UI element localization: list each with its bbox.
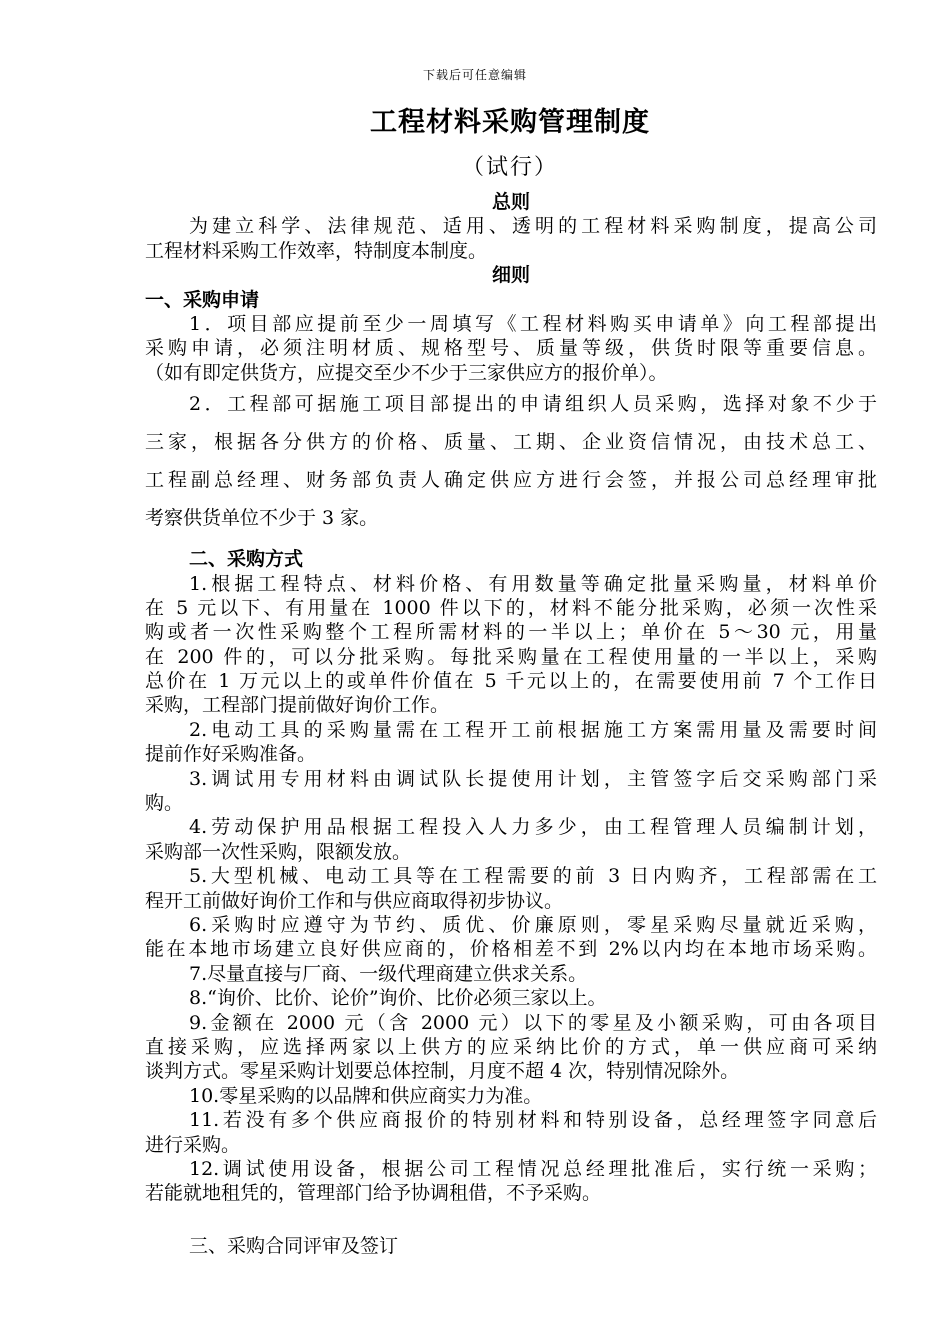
general-line: 工程材料采购工作效率，特制度本制度。 — [145, 239, 488, 262]
section2-item-line: 程开工前做好询价工作和与供应商取得初步协议。 — [145, 889, 564, 912]
section2-item-line: 4.劳动保护用品根据工程投入人力多少，由工程管理人员编制计划， — [189, 816, 877, 839]
section2-item-line: 谈判方式。零星采购计划要总体控制，月度不超 4 次，特别情况除外。 — [145, 1060, 740, 1083]
section1-heading: 一、采购申请 — [145, 288, 260, 311]
section1-p1-line: 1．项目部应提前至少一周填写《工程材料购买申请单》向工程部提出 — [189, 312, 877, 335]
section2-item-line: 5.大型机械、电动工具等在工程需要的前 3 日内购齐，工程部需在工 — [189, 865, 877, 888]
section1-p1-line: 采购申请，必须注明材质、规格型号、质量等级，供货时限等重要信息。 — [145, 337, 877, 360]
document-title: 工程材料采购管理制度 — [370, 107, 650, 138]
section1-p2-line: 三家，根据各分供方的价格、质量、工期、企业资信情况，由技术总工、 — [145, 431, 877, 454]
section2-item-line: 在 200 件的，可以分批采购。每批采购量在工程使用量的一半以上，采购 — [145, 645, 877, 668]
section2-items — [145, 572, 877, 1206]
section2-item-line: 购。 — [145, 792, 184, 815]
section2-item-line: 在 5 元以下、有用量在 1000 件以下的，材料不能分批采购，必须一次性采 — [145, 596, 877, 619]
section1-p2-line: 工程副总经理、财务部负责人确定供应方进行会签，并报公司总经理审批 — [145, 469, 877, 492]
header-note: 下载后可任意编辑 — [422, 68, 527, 82]
section1-p2-line: 2．工程部可据施工项目部提出的申请组织人员采购，选择对象不少于 — [189, 393, 877, 416]
section2-item-line: 采购部一次性采购，限额发放。 — [145, 840, 412, 863]
section1-p2-line: 考察供货单位不少于 3 家。 — [145, 507, 379, 530]
section2-item-line: 6.采购时应遵守为节约、质优、价廉原则，零星采购尽量就近采购， — [189, 913, 877, 936]
section2-item-line: 7.尽量直接与厂商、一级代理商建立供求关系。 — [189, 962, 588, 985]
general-line: 为建立科学、法律规范、适用、透明的工程材料采购制度，提高公司 — [189, 215, 877, 238]
section2-item-line: 3.调试用专用材料由调试队长提使用计划，主管签字后交采购部门采 — [189, 767, 877, 790]
document-subtitle: （试行） — [461, 155, 558, 180]
section2-item-line: 提前作好采购准备。 — [145, 743, 317, 766]
section2-item-line: 总价在 1 万元以上的或单件价值在 5 千元以上的，在需要使用前 7 个工作日 — [145, 670, 877, 693]
section2-item-line: 11.若没有多个供应商报价的特别材料和特别设备，总经理签字同意后 — [189, 1109, 877, 1132]
section2-item-line: 1.根据工程特点、材料价格、有用数量等确定批量采购量，材料单价 — [189, 572, 877, 595]
section2-item-line: 9.金额在 2000 元（含 2000 元）以下的零星及小额采购，可由各项目 — [189, 1011, 877, 1034]
section3-heading: 三、采购合同评审及签订 — [189, 1234, 399, 1257]
details-heading: 细则 — [491, 264, 530, 287]
section2-heading: 二、采购方式 — [189, 548, 304, 571]
section2-item-line: 购或者一次性采购整个工程所需材料的一半以上；单价在 5～30 元，用量 — [145, 621, 877, 644]
document-body — [145, 190, 877, 1258]
general-heading: 总则 — [491, 191, 530, 213]
section2-item-line: 10.零星采购的以品牌和供应商实力为准。 — [189, 1084, 543, 1107]
section2-item-line: 直接采购，应选择两家以上供方的应采纳比价的方式，单一供应商可采纳 — [145, 1035, 877, 1058]
section2-item-line: 采购，工程部门提前做好询价工作。 — [145, 694, 450, 717]
section1-p1-line: （如有即定供货方，应提交至少不少于三家供应方的报价单）。 — [145, 361, 668, 384]
section2-item-line: 若能就地租凭的，管理部门给予协调租借，不予采购。 — [145, 1182, 602, 1205]
section2-item-line: 进行采购。 — [145, 1133, 241, 1156]
section2-item-line: 8.“询价、比价、论价”询价、比价必须三家以上。 — [189, 987, 607, 1010]
section2-item-line: 12.调试使用设备，根据公司工程情况总经理批准后，实行统一采购； — [189, 1157, 877, 1180]
section2-item-line: 能在本地市场建立良好供应商的，价格相差不到 2%以内均在本地市场采购。 — [145, 938, 877, 961]
section2-item-line: 2.电动工具的采购量需在工程开工前根据施工方案需用量及需要时间 — [189, 718, 877, 741]
